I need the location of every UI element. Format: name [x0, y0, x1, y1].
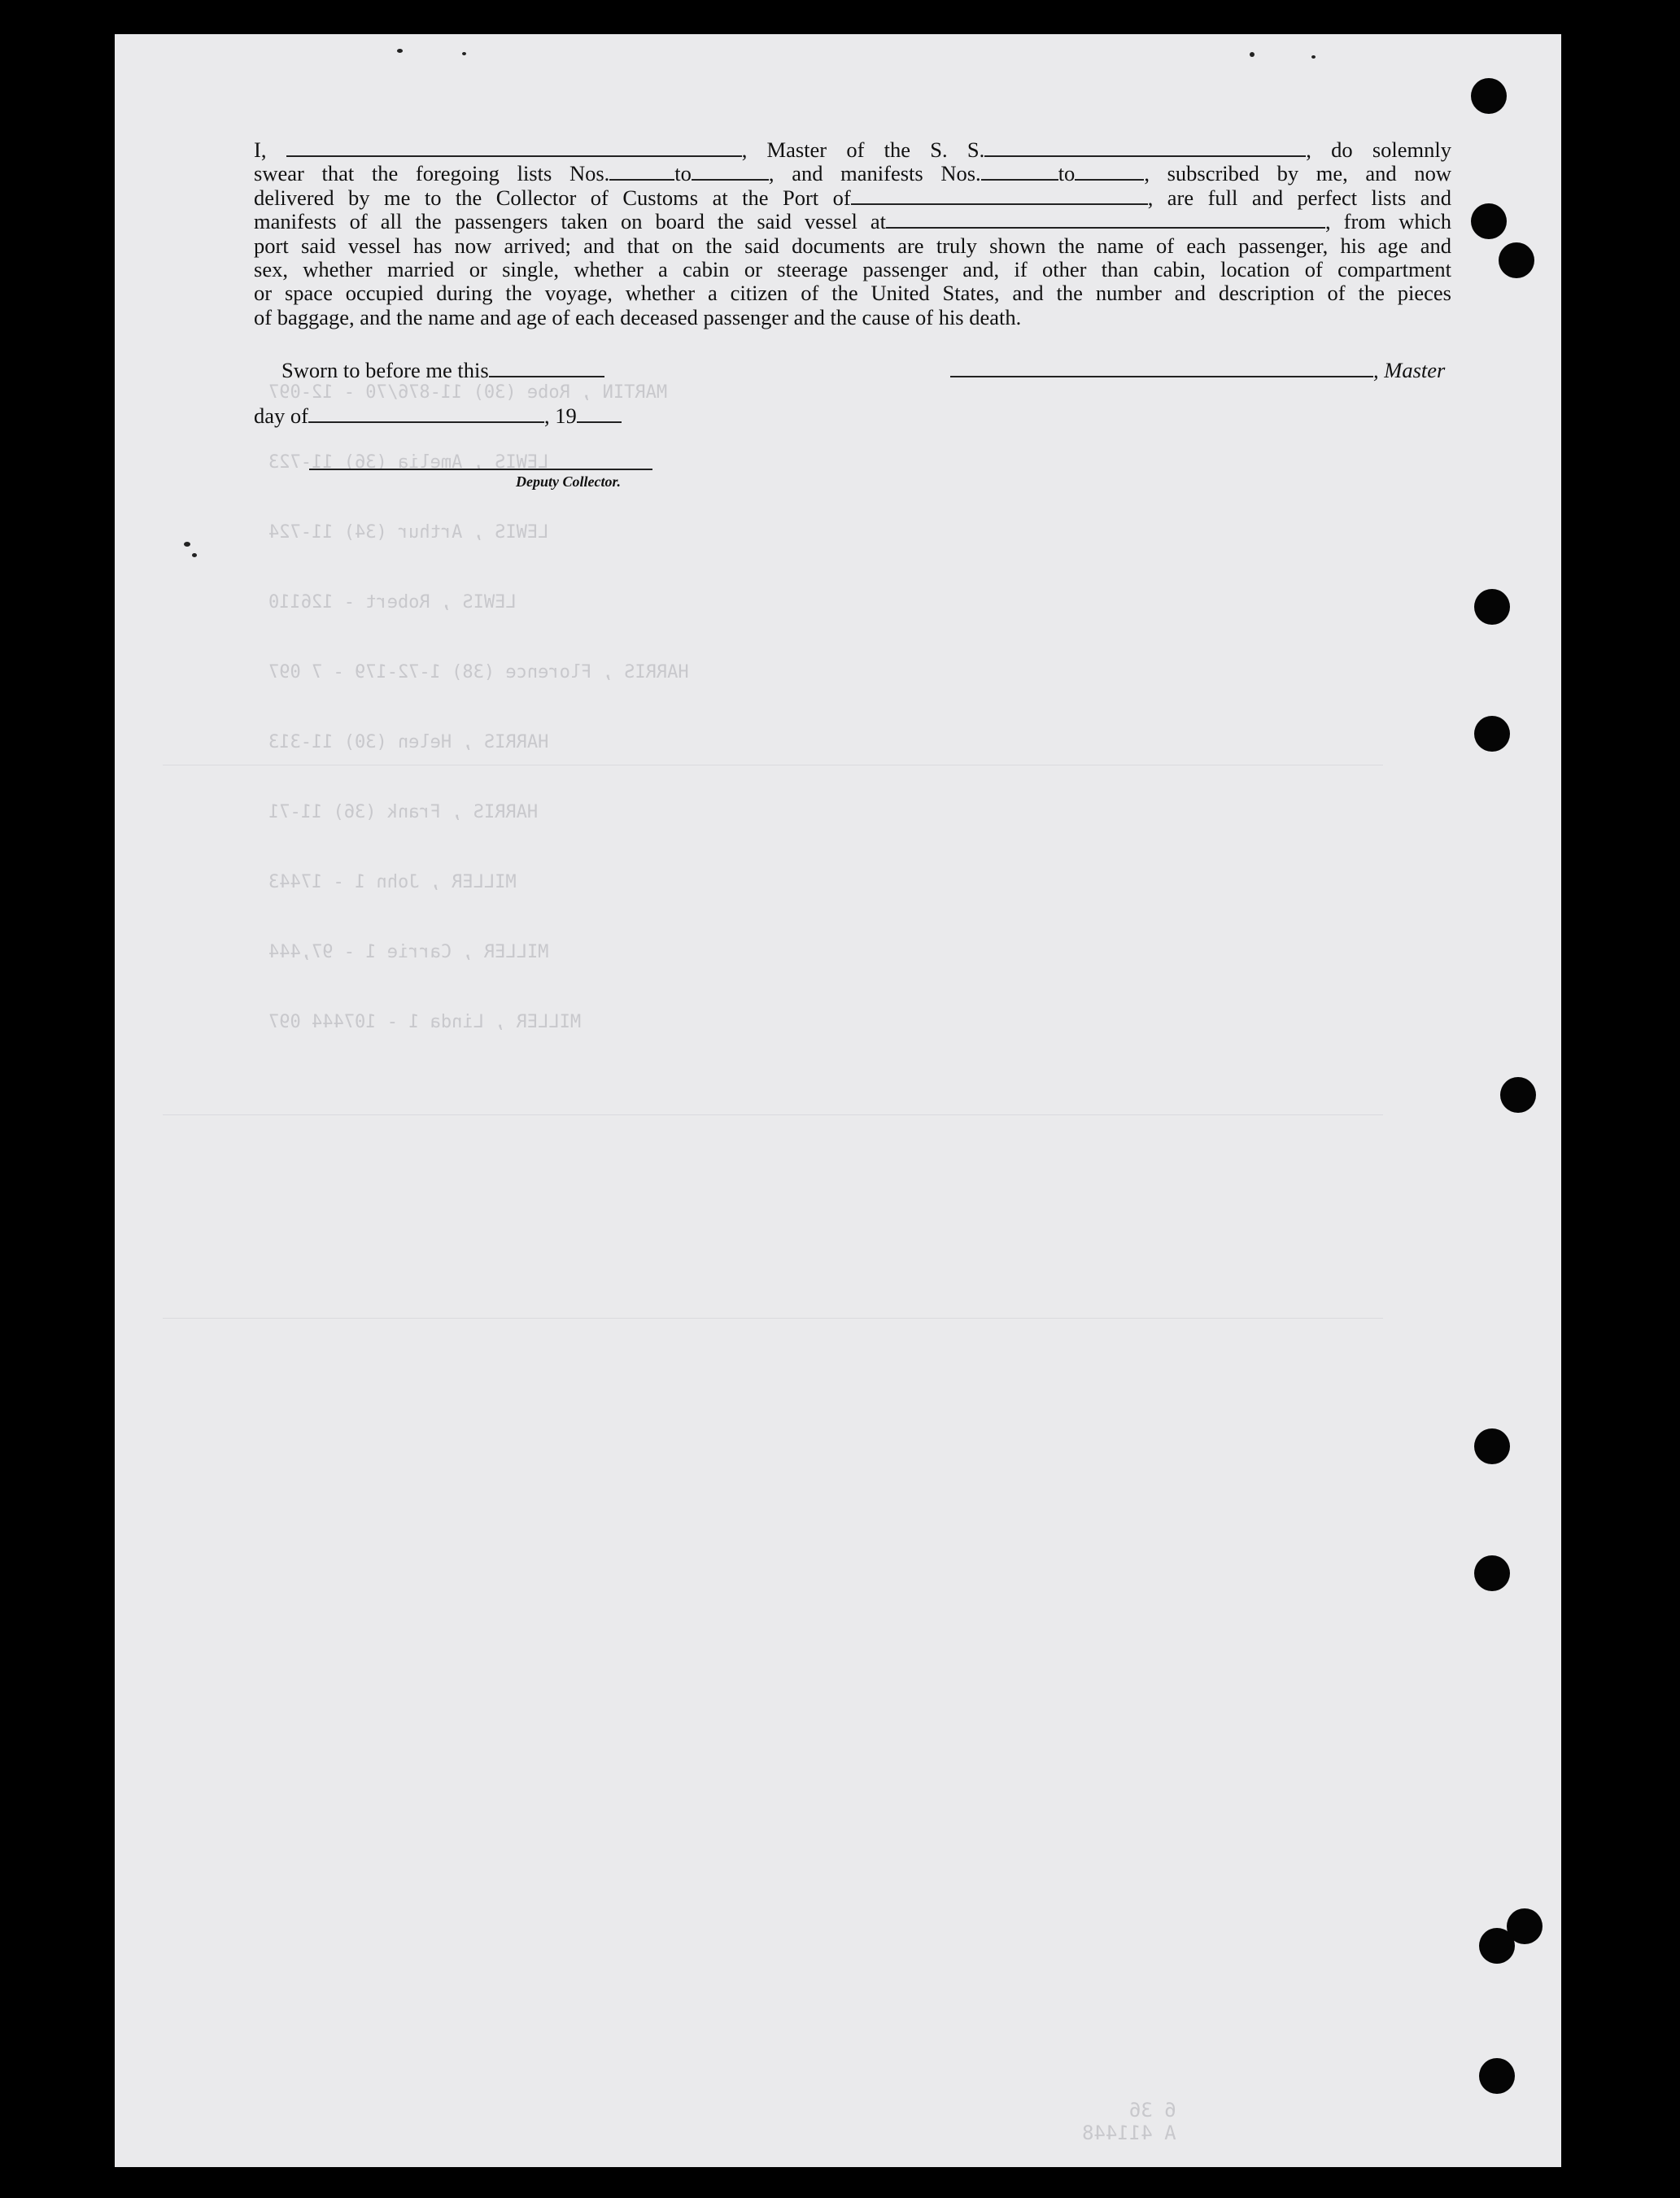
oath-text: , and manifests Nos.: [768, 161, 981, 186]
bleed-through-row: LEWIS , Robert - 126110: [268, 592, 517, 613]
bleed-through-row: MILLER , Linda 1 - 107444 097: [268, 1012, 582, 1032]
master-name-blank: [286, 139, 742, 157]
punch-hole: [1471, 78, 1507, 114]
sworn-label: Sworn to before me this: [281, 358, 489, 382]
port-blank: [851, 187, 1148, 205]
oath-text: to: [674, 161, 692, 186]
oath-text: , are full and perfect lists and: [1147, 185, 1451, 210]
bleed-through-row: LEWIS , Amelia (36) 11-723: [268, 452, 549, 473]
oath-line-4: [254, 210, 1451, 233]
oath-text: manifests of all the passengers taken on board the said vessel at: [254, 209, 886, 234]
day-label: day of: [254, 403, 308, 428]
bleed-through-row: HARRIS , Helen (30) 11-313: [268, 732, 549, 752]
oath-line-2: [254, 162, 1451, 185]
bleed-through-row: MILLER , John 1 - 17443: [268, 872, 517, 892]
speck: [192, 553, 197, 557]
sworn-date-blank: [489, 360, 604, 377]
punch-hole: [1479, 1928, 1515, 1964]
oath-line-6: sex, whether married or single, whether a cabin or steerage passenger and, if other than cabin, location of compartment: [254, 257, 1451, 282]
speck: [462, 52, 466, 55]
oath-line-7: or space occupied during the voyage, whether a citizen of the United States, and the number and description of the pieces: [254, 281, 1451, 306]
oath-text: , do solemnly: [1306, 137, 1452, 162]
deputy-collector-label: Deputy Collector.: [516, 473, 621, 490]
oath-text: , subscribed by me, and now: [1144, 161, 1451, 186]
oath-line-8: of baggage, and the name and age of each deceased passenger and the cause of his death.: [254, 304, 1022, 329]
oath-text: to: [1058, 161, 1076, 186]
year-label: , 19: [543, 403, 577, 428]
punch-hole: [1474, 589, 1510, 625]
oath-line-1: [254, 138, 1451, 162]
punch-hole: [1479, 2058, 1515, 2094]
punch-hole: [1499, 242, 1534, 278]
master-label: , Master: [1373, 358, 1446, 382]
departure-port-blank: [886, 211, 1325, 229]
bleed-through-row: LEWIS , Arthur (34) 11-724: [268, 522, 549, 543]
bleed-rule: [163, 1318, 1383, 1319]
speck: [184, 542, 190, 547]
oath-line-5: port said vessel has now arrived; and that on the said documents are truly shown the name of each passenger, his age and: [254, 233, 1451, 258]
master-signature-row: [950, 358, 1445, 383]
manifest-from-blank: [981, 163, 1058, 181]
month-blank: [308, 405, 544, 423]
bleed-through-footer: 6 36 A 411448: [1082, 2099, 1176, 2144]
list-from-blank: [609, 163, 674, 181]
bleed-through-row: MARTIN , Robe (30) 11-876/70 - 12-097: [268, 382, 668, 403]
manifest-to-blank: [1075, 163, 1144, 181]
speck: [1250, 52, 1255, 57]
oath-text: swear that the foregoing lists Nos.: [254, 161, 610, 186]
punch-hole: [1474, 1555, 1510, 1591]
oath-text: , Master of the S. S.: [741, 137, 985, 162]
ship-name-blank: [984, 139, 1306, 157]
oath-text: I,: [254, 137, 267, 162]
punch-hole: [1474, 716, 1510, 752]
master-signature-blank: [950, 360, 1373, 377]
speck: [397, 49, 403, 53]
oath-text: , from which: [1325, 209, 1451, 234]
oath-paragraph: [254, 138, 1451, 329]
year-blank: [577, 405, 622, 423]
deputy-signature-line: [309, 469, 652, 470]
oath-text: delivered by me to the Collector of Customs at the Port of: [254, 185, 851, 210]
list-to-blank: [692, 163, 769, 181]
document-page: [115, 34, 1561, 2167]
bleed-through-row: HARRIS , Frank (36) 11-71: [268, 802, 539, 822]
punch-hole: [1474, 1428, 1510, 1464]
oath-line-3: [254, 186, 1451, 210]
bleed-rule: [163, 1114, 1383, 1115]
punch-hole: [1500, 1077, 1536, 1113]
punch-hole: [1471, 203, 1507, 239]
bleed-through-row: MILLER , Carrie 1 - 97,444: [268, 942, 549, 962]
bleed-through-row: HARRIS , Florence (38) 1-72-179 - 7 097: [268, 662, 689, 683]
day-row: [254, 403, 622, 429]
sworn-row: [281, 358, 604, 383]
speck: [1311, 55, 1316, 59]
